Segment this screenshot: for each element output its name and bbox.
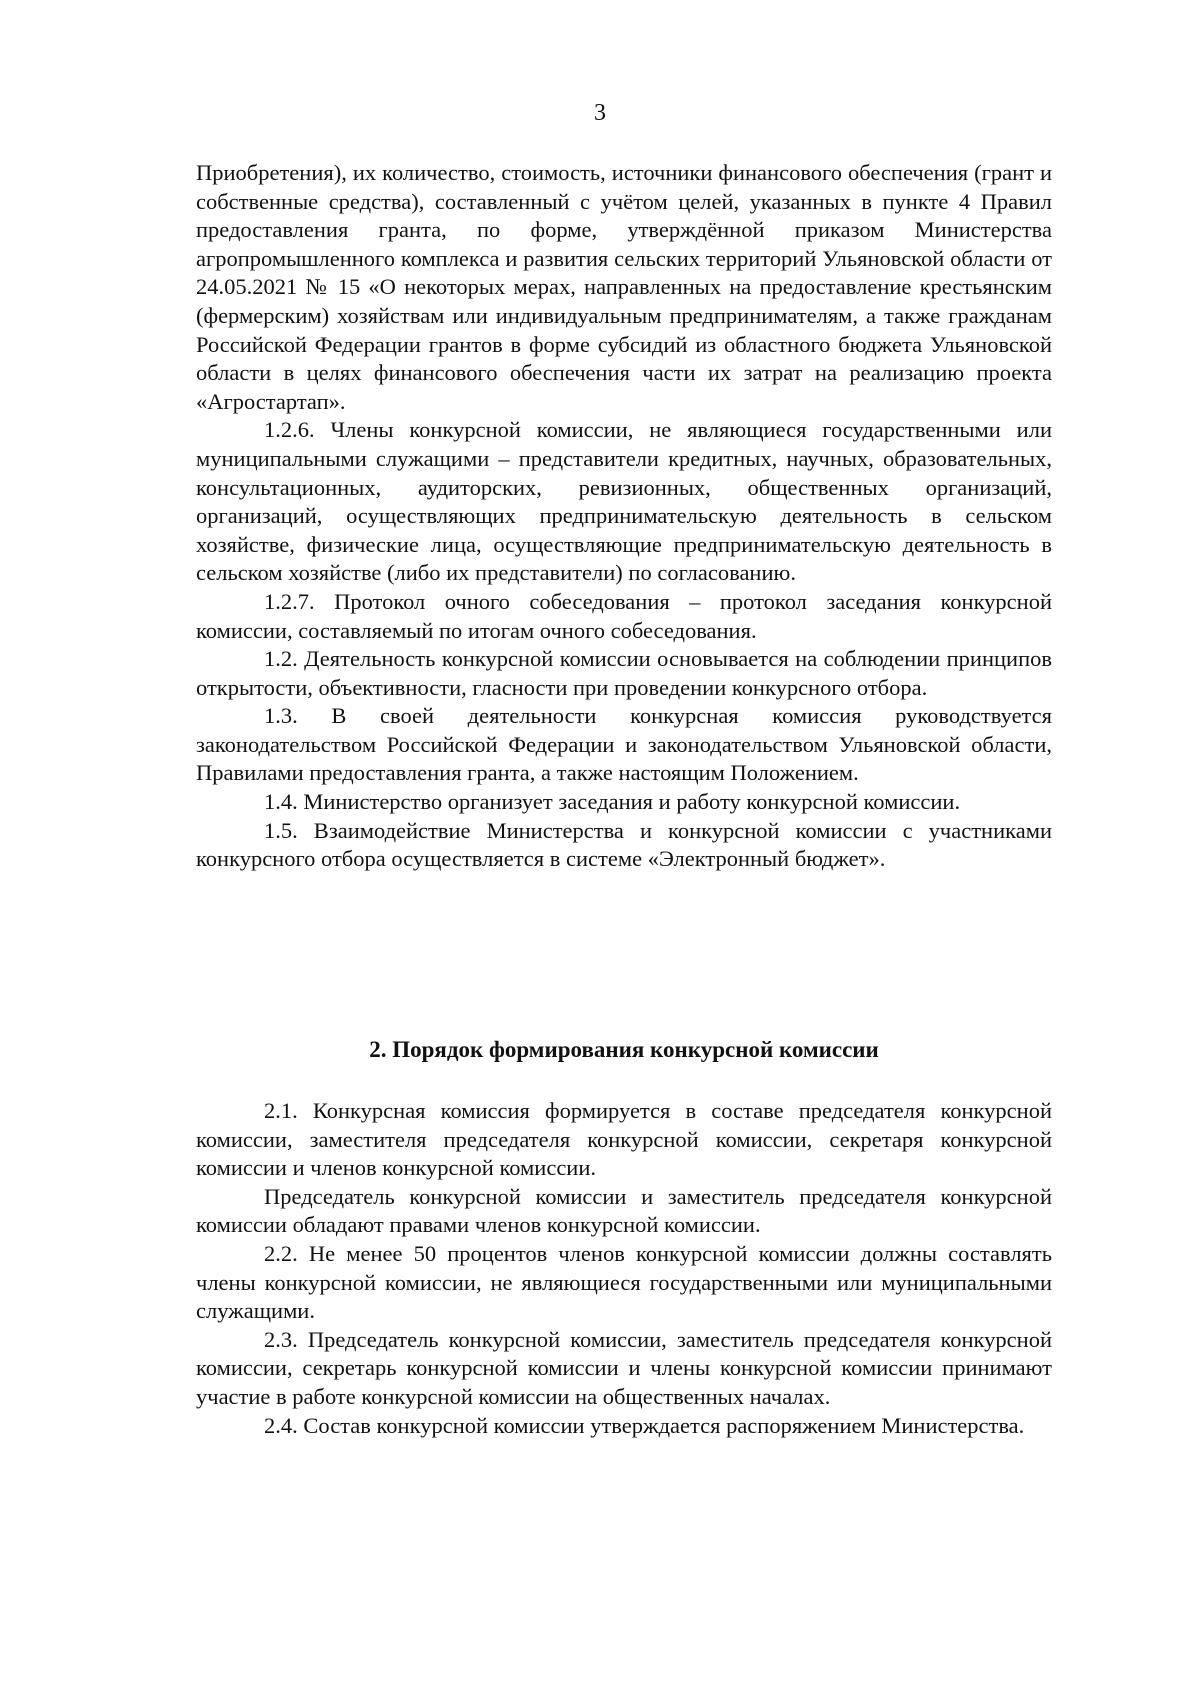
paragraph-1-3: 1.3. В своей деятельности конкурсная комиссия руководствуется законодательством Российской Федерации и законодательством Ульяновской области, Правилами предоставления гранта, а также настоящим Положением. [196,703,1052,786]
paragraph-1-2-6: 1.2.6. Члены конкурсной комиссии, не являющиеся государственными или муниципальными служащими – представители кредитных, научных, образовательных, консультационных, аудиторских, ревизионных, общественных организаций, организаций, осуществляющих предпринимательскую деятельность в сельском хозяйстве, физические лица, осуществляющие предпринимательскую деятельность в сельском хозяйстве (либо их представители) по согласованию. [196,417,1052,586]
paragraph-1-4: 1.4. Министерство организует заседания и работу конкурсной комиссии. [264,789,961,815]
paragraph-1-5: 1.5. Взаимодействие Министерства и конкурсной комиссии с участниками конкурсного отбора осуществляется в системе «Электронный бюджет». [196,817,1052,872]
section-heading: 2. Порядок формирования конкурсной комиссии [369,1037,879,1062]
paragraph-chair-rights: Председатель конкурсной комиссии и заместитель председателя конкурсной комиссии обладают правами членов конкурсной комиссии. [196,1183,1052,1238]
text-block-top [196,159,1052,874]
paragraph-2-1: 2.1. Конкурсная комиссия формируется в составе председателя конкурсной комиссии, заместителя председателя конкурсной комиссии, секретаря конкурсной комиссии и членов конкурсной комиссии. [196,1098,1052,1181]
page-number: 3 [594,100,606,126]
paragraph-continuation: Приобретения), их количество, стоимость, источники финансового обеспечения (грант и собственные средства), составленный с учётом целей, указанных в пункте 4 Правил предоставления гранта, по форме, утверждённой приказом Министерства агропромышленного комплекса и развития сельских территорий Ульяновской области от 24.05.2021 № 15 «О некоторых мерах, направленных на предоставление крестьянским (фермерским) хозяйствам или индивидуальным предпринимателям, а также гражданам Российской Федерации грантов в форме субсидий из областного бюджета Ульяновской области в целях финансового обеспечения части их затрат на реализацию проекта «Агростартап». [196,160,1052,414]
paragraph-1-2-7: 1.2.7. Протокол очного собеседования – протокол заседания конкурсной комиссии, составляемый по итогам очного собеседования. [196,588,1052,643]
paragraph-1-2: 1.2. Деятельность конкурсной комиссии основывается на соблюдении принципов открытости, объективности, гласности при проведении конкурсного отбора. [196,646,1052,700]
paragraph-2-2: 2.2. Не менее 50 процентов членов конкурсной комиссии должны составлять члены конкурсной комиссии, не являющиеся государственными или муниципальными служащими. [196,1240,1052,1324]
text-block-bottom [196,1097,1052,1440]
paragraph-2-3: 2.3. Председатель конкурсной комиссии, заместитель председателя конкурсной комиссии, секретарь конкурсной комиссии и члены конкурсной комиссии принимают участие в работе конкурсной комиссии на общественных началах. [196,1326,1052,1409]
paragraph-2-4: 2.4. Состав конкурсной комиссии утверждается распоряжением Министерства. [264,1412,1025,1438]
